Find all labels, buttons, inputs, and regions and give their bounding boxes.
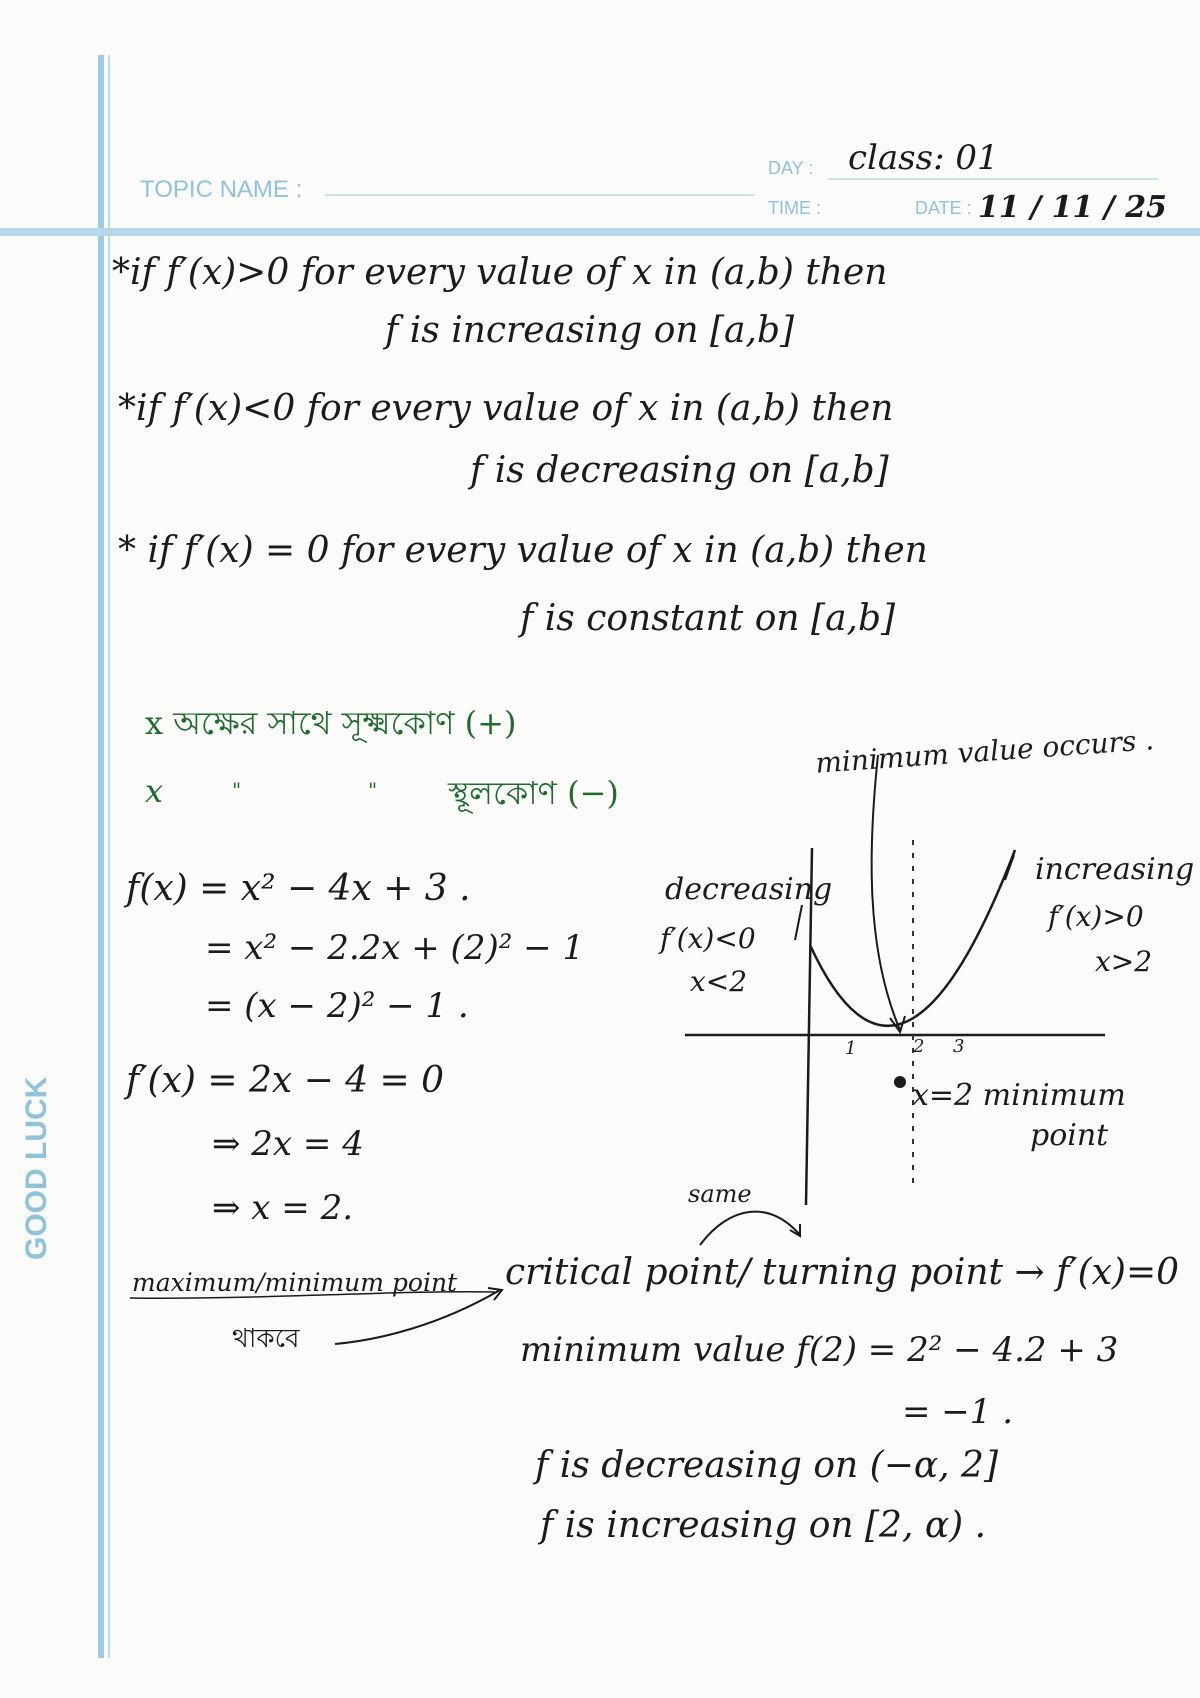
tick-3: 3 xyxy=(953,1036,965,1057)
decreasing-interval: f is decreasing on (−α, 2] xyxy=(535,1445,999,1486)
good-luck-brand: GOOD LUCK xyxy=(20,1076,53,1260)
same-label: same xyxy=(688,1180,752,1208)
min-value-occurs-label: minimum value occurs . xyxy=(814,723,1156,780)
decreasing-pointer xyxy=(795,905,802,940)
increasing-range: x>2 xyxy=(1095,945,1153,978)
increasing-condition: f′(x)>0 xyxy=(1048,900,1144,933)
increasing-interval: f is increasing on [2, α) . xyxy=(540,1505,987,1546)
ditto-mark-2: " xyxy=(368,778,378,802)
critical-point-line: critical point/ turning point → f′(x)=0 xyxy=(505,1252,1180,1293)
minimum-value-result: = −1 . xyxy=(902,1392,1014,1432)
bengali-x: x xyxy=(145,772,164,810)
bengali-obtuse-angle-note: স্থূলকোণ (−) xyxy=(448,774,619,812)
work-line-6: ⇒ x = 2. xyxy=(212,1188,354,1228)
min-point-label-2: point xyxy=(1030,1118,1109,1153)
maxmin-arrow xyxy=(335,1290,500,1344)
decreasing-condition: f′(x)<0 xyxy=(660,922,756,955)
date-label: DATE : xyxy=(915,198,972,218)
time-label: TIME : xyxy=(768,198,821,218)
rule-3-line-1: * if f′(x) = 0 for every value of x in (a,b) then xyxy=(118,530,928,571)
minimum-value-line: minimum value f(2) = 2² − 4.2 + 3 xyxy=(520,1330,1119,1370)
rule-2-line-1: *if f′(x)<0 for every value of x in (a,b) then xyxy=(118,388,894,429)
bengali-thake: থাকবে xyxy=(232,1324,300,1354)
work-line-2: = x² − 2.2x + (2)² − 1 xyxy=(205,928,585,968)
min-value-arrow xyxy=(872,755,900,1030)
rule-2-line-2: f is decreasing on [a,b] xyxy=(470,450,889,491)
increasing-pointer xyxy=(1005,855,1014,880)
class-value: class: 01 xyxy=(848,138,999,178)
decreasing-label: decreasing xyxy=(665,872,833,907)
tick-1: 1 xyxy=(845,1038,857,1059)
work-line-5: ⇒ 2x = 4 xyxy=(212,1124,364,1164)
work-line-4: f′(x) = 2x − 4 = 0 xyxy=(126,1060,445,1101)
work-line-3: = (x − 2)² − 1 . xyxy=(205,986,469,1026)
decreasing-range: x<2 xyxy=(690,965,748,998)
tick-2: 2 xyxy=(913,1036,925,1057)
minimum-point-dot xyxy=(894,1076,906,1088)
increasing-label: increasing xyxy=(1035,852,1195,887)
date-value: 11 / 11 / 25 xyxy=(978,190,1167,225)
work-line-1: f(x) = x² − 4x + 3 . xyxy=(126,868,471,909)
day-label: DAY : xyxy=(768,158,814,178)
rule-1-line-1: *if f′(x)>0 for every value of x in (a,b) then xyxy=(112,252,888,293)
same-arrow xyxy=(700,1212,800,1245)
topic-name-label: TOPIC NAME : xyxy=(140,176,303,203)
ditto-mark-1: " xyxy=(232,778,242,802)
rule-1-line-2: f is increasing on [a,b] xyxy=(385,310,795,351)
rule-3-line-2: f is constant on [a,b] xyxy=(520,598,896,639)
maxmin-point-label: maximum/minimum point xyxy=(132,1268,458,1297)
min-point-label: x=2 minimum xyxy=(912,1078,1126,1113)
bengali-acute-angle-note: x অক্ষের সাথে সূক্ষ্মকোণ (+) xyxy=(145,704,517,742)
